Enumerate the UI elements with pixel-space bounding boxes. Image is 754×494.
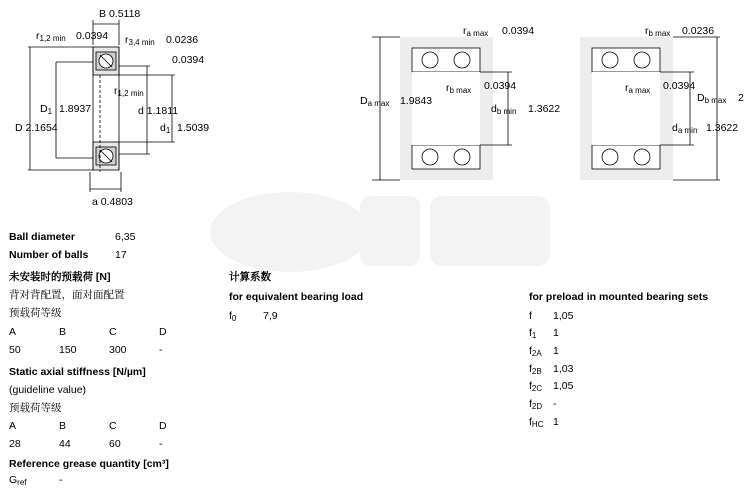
dim-r12min-b: r1,2 min <box>114 85 144 98</box>
factor-symbol-f2a: f2A <box>529 345 542 358</box>
factor-value-f: 1,05 <box>553 310 574 322</box>
dim-Da-max-value: 1.9843 <box>400 95 433 107</box>
factor-value-fhc: 1 <box>553 416 559 428</box>
stiffness-val-c: 60 <box>109 438 121 450</box>
dim-D: D 2.1654 <box>15 122 58 134</box>
stiffness-val-a: 28 <box>9 438 21 450</box>
grease-symbol: Gref <box>9 474 27 487</box>
stiffness-val-d: - <box>159 438 163 450</box>
factor-symbol-f2c: f2C <box>529 380 543 393</box>
preload-val-a: 50 <box>9 344 21 356</box>
preload-class-label: 预载荷等级 <box>9 307 62 319</box>
stiffness-val-b: 44 <box>59 438 71 450</box>
dim-rb-max-value: 0.0394 <box>484 80 517 92</box>
preload-subheading: 背对背配置，面对面配置 <box>9 289 125 301</box>
dim-da-min-value: 1.3622 <box>706 122 739 134</box>
dim-ra-max: ra max <box>463 25 489 38</box>
spec-label-ball-diameter: Ball diameter <box>9 231 75 243</box>
dim-Db-max-value: 2 <box>738 92 744 104</box>
preload-col-c: C <box>109 326 117 338</box>
dim-r12min: r1,2 min <box>36 30 66 43</box>
preload-col-d: D <box>159 326 167 338</box>
calc-factor-value: 7,9 <box>263 310 278 322</box>
dim-Db-max: Db max <box>697 92 727 105</box>
preload-val-c: 300 <box>109 344 127 356</box>
dim-d: d 1.1811 <box>138 105 179 117</box>
spec-value-ball-diameter: 6,35 <box>115 231 136 243</box>
stiffness-class-label: 预载荷等级 <box>9 402 62 414</box>
calc-heading: 计算系数 <box>229 271 271 283</box>
spec-value-number-of-balls: 17 <box>115 249 127 261</box>
stiffness-col-c: C <box>109 420 117 432</box>
stiffness-note: (guideline value) <box>9 384 87 396</box>
dim-db-min: db min <box>491 103 517 116</box>
preload-heading: 未安装时的预载荷 [N] <box>9 271 111 283</box>
grease-heading: Reference grease quantity [cm³] <box>9 458 169 470</box>
factor-value-f1: 1 <box>553 327 559 339</box>
dim-rb-max: rb max <box>446 82 472 95</box>
preload-col-a: A <box>9 326 17 338</box>
dim-db-min-value: 1.3622 <box>528 103 561 115</box>
factor-value-f2b: 1,03 <box>553 363 574 375</box>
grease-value: - <box>59 474 63 486</box>
dim-B: B 0.5118 <box>99 8 141 20</box>
dim-rb-max-2: rb max <box>645 25 671 38</box>
factor-symbol-f1: f1 <box>529 327 537 340</box>
dim-D1: D1 <box>40 103 53 116</box>
dim-D1-value: 1.8937 <box>59 103 92 115</box>
dim-r12min-b-value: 0.0394 <box>172 54 205 66</box>
stiffness-col-b: B <box>59 420 67 432</box>
preload-val-b: 150 <box>59 344 77 356</box>
spec-label-number-of-balls: Number of balls <box>9 249 89 261</box>
dim-r12min-value: 0.0394 <box>76 30 109 42</box>
preload-val-d: - <box>159 344 163 356</box>
dim-d1-value: 1.5039 <box>177 122 210 134</box>
factor-symbol-f2b: f2B <box>529 363 542 376</box>
dim-da-min: da min <box>672 122 698 135</box>
dim-r34min: r3,4 min <box>125 34 155 47</box>
dim-ra-max-value: 0.0394 <box>502 25 535 37</box>
dim-ra-max-2-value: 0.0394 <box>663 80 696 92</box>
stiffness-heading: Static axial stiffness [N/µm] <box>9 366 146 378</box>
stiffness-col-d: D <box>159 420 167 432</box>
factor-symbol-f2d: f2D <box>529 398 543 411</box>
stiffness-col-a: A <box>9 420 17 432</box>
dim-d1: d1 <box>160 122 171 135</box>
calc-factor-symbol: f0 <box>229 310 237 323</box>
preload-factors-heading: for preload in mounted bearing sets <box>529 291 709 303</box>
factor-value-f2d: - <box>553 398 557 410</box>
dim-r34min-value: 0.0236 <box>166 34 199 46</box>
factor-value-f2a: 1 <box>553 345 559 357</box>
factor-value-f2c: 1,05 <box>553 380 574 392</box>
dim-ra-max-2: ra max <box>625 82 651 95</box>
calc-subheading: for equivalent bearing load <box>229 291 364 303</box>
factor-symbol-fhc: fHC <box>529 416 544 429</box>
preload-col-b: B <box>59 326 67 338</box>
dim-rb-max-2-value: 0.0236 <box>682 25 715 37</box>
dim-a: a 0.4803 <box>92 196 133 208</box>
dim-Da-max: Da max <box>360 95 390 108</box>
factor-symbol-f: f <box>529 310 532 322</box>
